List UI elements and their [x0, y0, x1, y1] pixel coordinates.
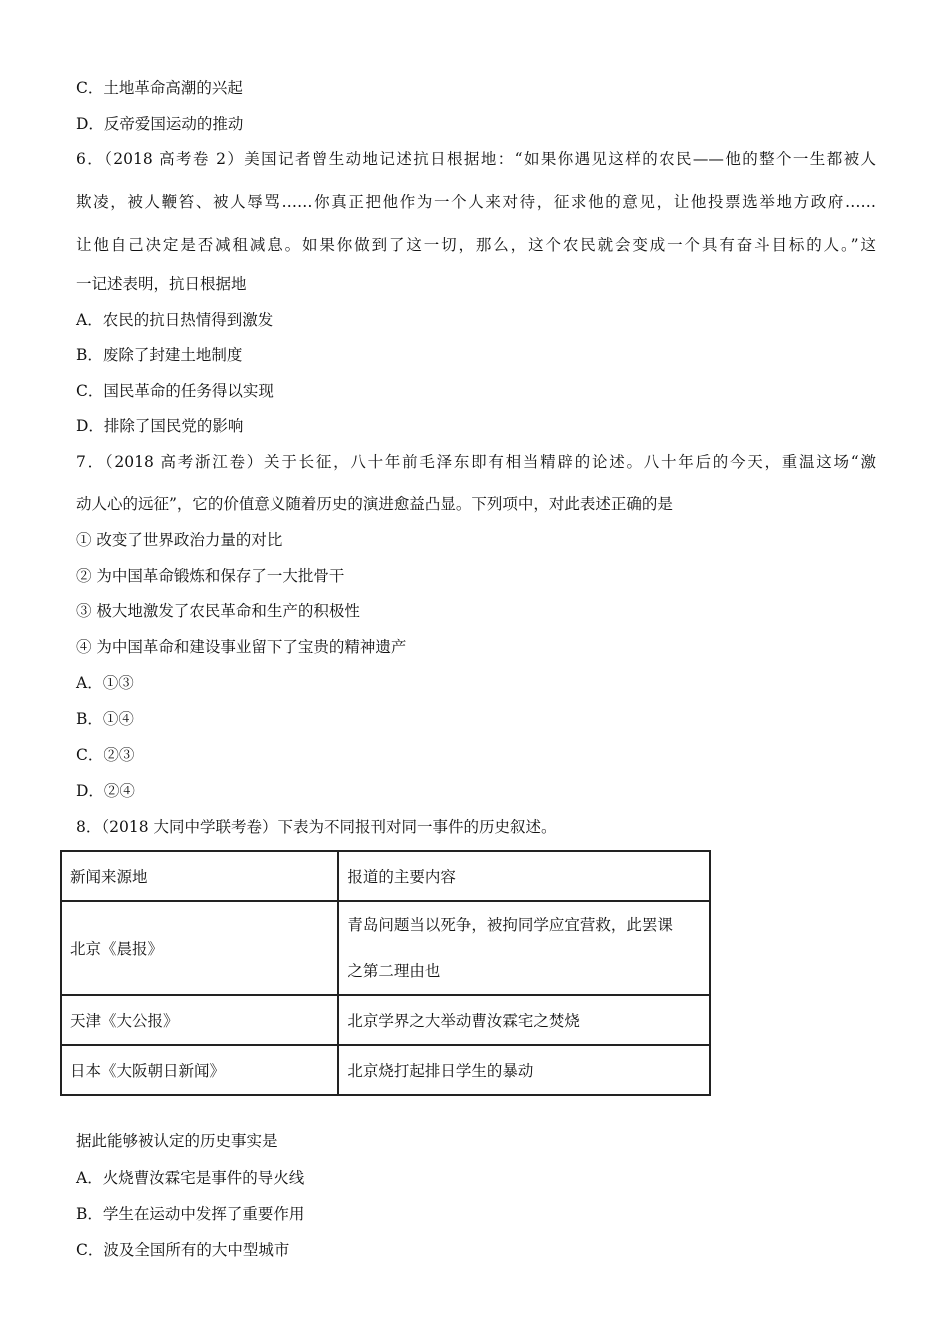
table-cell-source: 北京《晨报》: [61, 901, 338, 995]
q7-stem-line-2: 动人心的远征”，它的价值意义随着历史的演进愈益凸显。下列项中，对此表述正确的是: [76, 495, 673, 513]
q7-statement-3: ③ 极大地激发了农民革命和生产的积极性: [76, 602, 360, 620]
q7-statement-2: ② 为中国革命锻炼和保存了一大批骨干: [76, 567, 345, 585]
table-cell-content: 北京烧打起排日学生的暴动: [338, 1045, 710, 1095]
q8-option-a: A．火烧曹汝霖宅是事件的导火线: [76, 1169, 305, 1187]
q7-statement-4: ④ 为中国革命和建设事业留下了宝贵的精神遗产: [76, 638, 407, 656]
q7-statement-1: ① 改变了世界政治力量的对比: [76, 531, 283, 549]
table-row: [61, 901, 710, 995]
table-row: [61, 995, 710, 1045]
table-header-content: 报道的主要内容: [338, 851, 710, 901]
q8-option-b: B．学生在运动中发挥了重要作用: [76, 1205, 305, 1223]
q7-option-b: B．①④: [76, 710, 134, 728]
q6-stem-line-3: 让他自己决定是否减租减息。如果你做到了这一切，那么，这个农民就会变成一个具有奋斗目标的人。”这: [76, 236, 876, 254]
news-report-table: [60, 850, 711, 1096]
q6-option-b: B．废除了封建土地制度: [76, 346, 243, 364]
table-cell-content: 北京学界之大举动曹汝霖宅之焚烧: [338, 995, 710, 1045]
q7-option-c: C．②③: [76, 746, 135, 764]
table-cell-content-line: 青岛问题当以死争，被拘同学应宜营救，此罢课: [347, 916, 673, 934]
q8-stem: 8．（2018 大同中学联考卷）下表为不同报刊对同一事件的历史叙述。: [76, 818, 557, 836]
q8-question: 据此能够被认定的历史事实是: [76, 1132, 278, 1150]
q7-stem-line-1: 7．（2018 高考浙江卷）关于长征，八十年前毛泽东即有相当精辟的论述。八十年后的今天，重温这场“激: [76, 453, 876, 471]
table-cell-content: [338, 901, 710, 995]
table-header-source: 新闻来源地: [61, 851, 338, 901]
q6-stem-line-2: 欺凌，被人鞭笞、被人辱骂……你真正把他作为一个人来对待，征求他的意见，让他投票选举地方政府……: [76, 193, 876, 211]
q6-option-d: D．排除了国民党的影响: [76, 417, 244, 435]
prev-option-d: D．反帝爱国运动的推动: [76, 115, 244, 133]
q6-stem-line-1: 6．（2018 高考卷 2）美国记者曾生动地记述抗日根据地：“如果你遇见这样的农民——他的整个一生都被人: [76, 150, 876, 168]
table-cell-source: 日本《大阪朝日新闻》: [61, 1045, 338, 1095]
q7-option-a: A．①③: [76, 674, 134, 692]
table-header-row: [61, 851, 710, 901]
q6-stem-line-4: 一记述表明，抗日根据地: [76, 275, 247, 293]
q7-option-d: D．②④: [76, 782, 135, 800]
table-cell-source: 天津《大公报》: [61, 995, 338, 1045]
table-cell-content-line: 之第二理由也: [347, 962, 441, 980]
q6-option-c: C．国民革命的任务得以实现: [76, 382, 274, 400]
q8-option-c: C．波及全国所有的大中型城市: [76, 1241, 290, 1259]
q6-option-a: A．农民的抗日热情得到激发: [76, 311, 274, 329]
table-row: [61, 1045, 710, 1095]
prev-option-c: C．土地革命高潮的兴起: [76, 79, 243, 97]
